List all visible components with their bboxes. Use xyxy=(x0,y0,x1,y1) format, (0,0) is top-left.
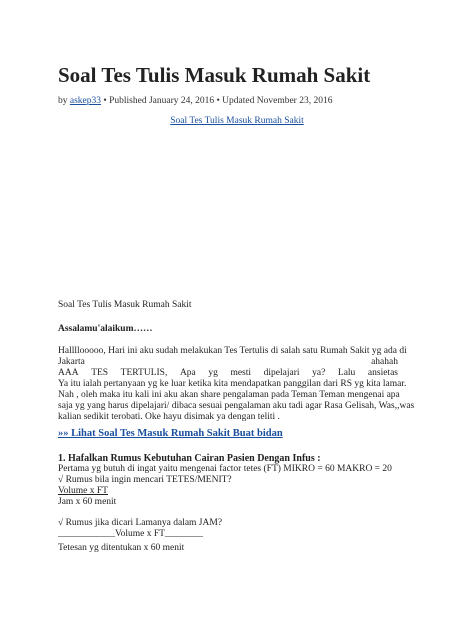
paragraph-word: dipelajari xyxy=(263,368,300,378)
paragraph-word: TERTULIS, xyxy=(120,368,168,378)
paragraph-word: Jakarta xyxy=(58,357,85,367)
formula-line: √ Rumus jika dicari Lamanya dalam JAM? xyxy=(58,518,223,528)
related-article-link[interactable]: »» Lihat Soal Tes Masuk Rumah Sakit Buat bidan xyxy=(58,428,283,439)
byline-by: by xyxy=(58,96,68,106)
publish-dates: • Published January 24, 2016 • Updated November 23, 2016 xyxy=(103,96,333,106)
body-subtitle: Soal Tes Tulis Masuk Rumah Sakit xyxy=(58,300,192,310)
formula-denominator: Tetesan yg ditentukan x 60 menit xyxy=(58,543,185,553)
paragraph-line: Ya itu ialah pertanyaan yg ke luar ketika kita mendapatkan panggilan dari RS yg kita lamar. xyxy=(58,379,407,389)
formula-numerator: Volume x FT xyxy=(58,486,108,496)
formula-numerator: ____________Volume x FT________ xyxy=(58,529,203,539)
paragraph-word: ansietas xyxy=(367,368,398,378)
paragraph-line: Nah , oleh maka itu kali ini aku akan share pengalaman pada Teman Teman mengenai apa xyxy=(58,390,400,400)
paragraph-word: ya? xyxy=(312,368,326,378)
paragraph-line xyxy=(58,368,398,378)
formula-line: √ Rumus bila ingin mencari TETES/MENIT? xyxy=(58,475,232,485)
paragraph-word: AAA xyxy=(58,368,79,378)
paragraph-line: saja yg yang harus dipelajari/ dibaca sesuai pengalaman aku tadi agar Rasa Gelisah, Was,,was xyxy=(58,401,415,411)
paragraph-word: yg xyxy=(208,368,218,378)
paragraph-line: kalian sedikit terobati. Oke hayu disimak ya dengan teliti . xyxy=(58,412,280,422)
paragraph-word: mesti xyxy=(230,368,252,378)
author-link[interactable]: askep33 xyxy=(69,96,102,106)
paragraph-line: Hallllooooo, Hari ini aku sudah melakukan Tes Tertulis di salah satu Rumah Sakit yg ada di xyxy=(58,346,407,356)
article-title: Soal Tes Tulis Masuk Rumah Sakit xyxy=(58,63,371,87)
formula-denominator: Jam x 60 menit xyxy=(58,497,117,507)
paragraph-word: Apa xyxy=(179,368,196,378)
greeting: Assalamu'alaikum…… xyxy=(58,324,153,334)
paragraph-word: TES xyxy=(91,368,109,378)
formula-line: Pertama yg butuh di ingat yaitu mengenai factor tetes (FT) MIKRO = 60 MAKRO = 20 xyxy=(58,464,392,474)
paragraph-line xyxy=(58,357,398,367)
article-title-link[interactable]: Soal Tes Tulis Masuk Rumah Sakit xyxy=(170,116,304,126)
paragraph-word: ahahah xyxy=(371,357,398,367)
section-heading: 1. Hafalkan Rumus Kebutuhan Cairan Pasien Dengan Infus : xyxy=(58,453,321,464)
byline xyxy=(58,96,332,106)
paragraph-word: Lalu xyxy=(337,368,356,378)
